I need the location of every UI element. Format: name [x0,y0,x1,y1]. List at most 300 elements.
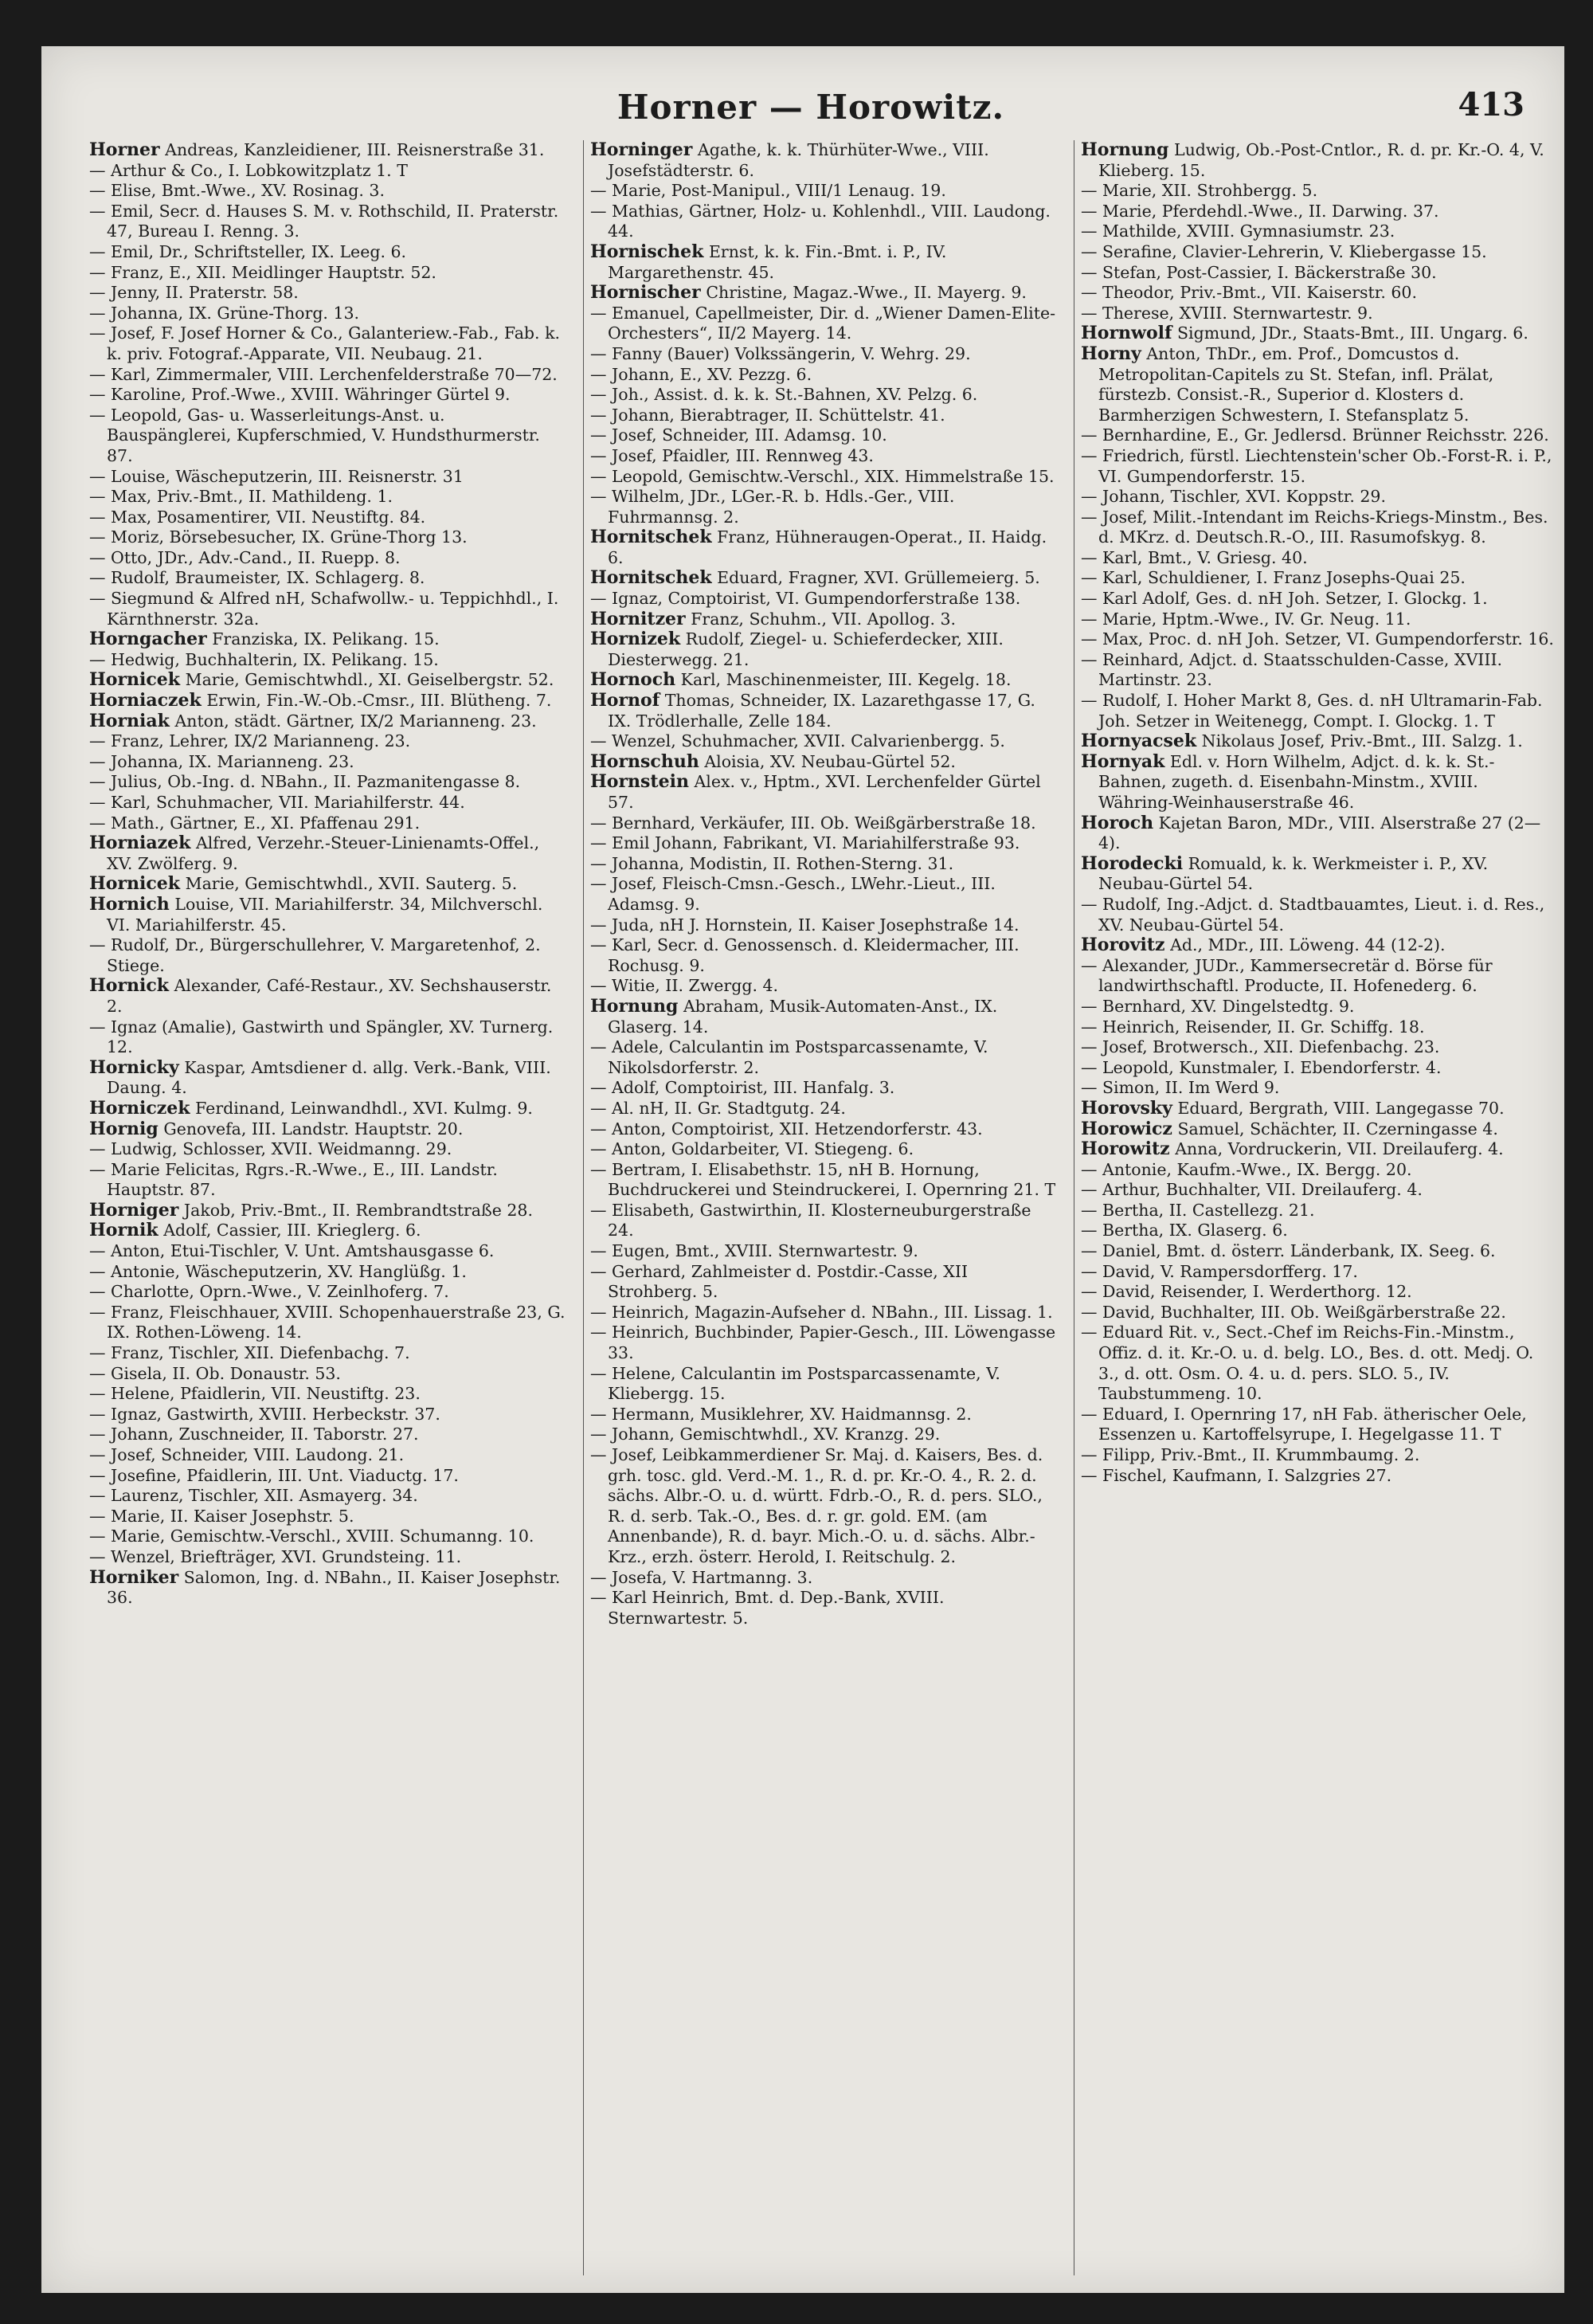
entry-text: — Arthur & Co., I. Lobkowitzplatz 1. T [89,160,408,180]
entry-text: — Franz, Fleischhauer, XVIII. Schopenhauerstraße 23, G. IX. Rothen-Löweng. 14. [89,1302,566,1342]
entry-text: — Emanuel, Capellmeister, Dir. d. „Wiener Damen-Elite-Orchesters“, II/2 Mayerg. 14. [590,303,1056,343]
entry-surname: Hornoch [590,669,676,691]
directory-entry [590,629,1062,670]
directory-entry [89,935,567,976]
directory-entry [1081,446,1556,487]
directory-entry [590,527,1062,568]
directory-entry [89,813,567,834]
entry-text: — Marie, Post-Manipul., VIII/1 Lenaug. 19. [590,181,946,201]
entry-surname: Hornick [89,975,170,997]
entry-text: Alex. v., Hptm., XVI. Lerchenfelder Gürtel 57. [608,772,1041,812]
entry-text: — Adolf, Comptoirist, III. Hanfalg. 3. [590,1078,895,1098]
entry-text: — Adele, Calculantin im Postsparcassenamte, V. Nikolsdorferstr. 2. [590,1037,988,1077]
entry-surname: Horovitz [1081,935,1165,956]
directory-entry [89,385,567,406]
entry-text: — Bernhardine, E., Gr. Jedlersd. Brünner Reichsstr. 226. [1081,425,1549,445]
entry-text: Abraham, Musik-Automaten-Anst., IX. Glaserg. 14. [608,996,998,1037]
directory-entry [590,1037,1062,1078]
entry-surname: Hornyacsek [1081,731,1197,752]
directory-entry [89,629,567,650]
directory-entry [590,202,1062,242]
entry-surname: Horowitz [1081,1138,1170,1160]
directory-entry [1081,1221,1556,1241]
directory-entry [1081,304,1556,324]
directory-entry [1081,1139,1556,1160]
entry-text: — Joh., Assist. d. k. k. St.-Bahnen, XV. Pelzg. 6. [590,385,978,405]
entry-text: — Daniel, Bmt. d. österr. Länderbank, IX. Seeg. 6. [1081,1241,1496,1261]
entry-text: Genovefa, III. Landstr. Hauptstr. 20. [163,1119,464,1138]
directory-entry [590,997,1062,1037]
entry-text: — Rudolf, Braumeister, IX. Schlagerg. 8. [89,568,425,588]
directory-entry [89,161,567,182]
entry-text: — Gisela, II. Ob. Donaustr. 53. [89,1363,341,1383]
entry-text: — Al. nH, II. Gr. Stadtgutg. 24. [590,1098,846,1118]
entry-text: — Josef, Fleisch-Cmsn.-Gesch., LWehr.-Lieut., III. Adamsg. 9. [590,874,996,914]
entry-text: — Alexander, JUDr., Kammersecretär d. Börse für landwirthschaftl. Producte, II. Hofenederg. 6. [1081,955,1493,996]
entry-surname: Horninger [590,140,693,160]
entry-text: — Julius, Ob.-Ing. d. NBahn., II. Pazmanitengasse 8. [89,772,521,792]
directory-entry [1081,629,1556,650]
entry-text: — Johann, Tischler, XVI. Koppstr. 29. [1081,487,1386,507]
directory-entry [1081,1282,1556,1303]
directory-entry [1081,487,1556,508]
entry-text: Marie, Gemischtwhdl., XI. Geiselbergstr. 52. [185,670,554,690]
directory-entry [89,568,567,589]
entry-text: Jakob, Priv.-Bmt., II. Rembrandtstraße 28. [183,1200,533,1220]
entry-surname: Hornof [590,690,660,711]
directory-entry [89,793,567,813]
entry-text: — Otto, JDr., Adv.-Cand., II. Ruepp. 8. [89,547,401,567]
directory-entry [89,467,567,488]
entry-text: — David, V. Rampersdorfferg. 17. [1081,1261,1358,1281]
entry-text: — Rudolf, Dr., Bürgerschullehrer, V. Margaretenhof, 2. Stiege. [89,935,541,975]
directory-entry [590,1119,1062,1140]
directory-entry [89,181,567,202]
directory-entry [89,487,567,508]
entry-surname: Hornich [89,893,170,915]
entry-text: — Hedwig, Buchhalterin, IX. Pelikang. 15. [89,649,439,669]
entry-surname: Horny [1081,343,1141,364]
page-header [89,78,1532,134]
entry-surname: Hornitzer [590,608,686,629]
directory-entry [89,365,567,386]
entry-text: — Helene, Calculantin im Postsparcassenamte, V. Kliebergg. 15. [590,1363,1000,1404]
entry-text: — Marie, XII. Strohbergg. 5. [1081,181,1318,201]
directory-entry [590,242,1062,283]
directory-entry [89,1405,567,1425]
directory-entry [89,202,567,242]
entry-text: — Heinrich, Magazin-Aufseher d. NBahn., III. Lissag. 1. [590,1302,1053,1322]
directory-entry [89,1160,567,1201]
column-1 [89,140,567,2275]
directory-entry [590,1425,1062,1445]
directory-entry [89,976,567,1017]
directory-entry [590,874,1062,915]
entry-text: Edl. v. Horn Wilhelm, Adjct. d. k. k. St.-Bahnen, zugeth. d. Eisenbahn-Minstm., XVIII. Währing-Weinhauserstraße 46. [1098,751,1495,812]
directory-entry [590,1201,1062,1241]
directory-entry [89,304,567,324]
entry-text: — Karl Adolf, Ges. d. nH Joh. Setzer, I. Glockg. 1. [1081,589,1488,609]
entry-text: — Marie, Gemischtw.-Verschl., XVIII. Schumanng. 10. [89,1526,534,1546]
entry-surname: Horovsky [1081,1097,1172,1119]
entry-surname: Horniazek [89,833,191,854]
directory-entry [89,548,567,569]
directory-entry [89,1221,567,1241]
entry-text: Alexander, Café-Restaur., XV. Sechshauserstr. 2. [107,976,552,1016]
directory-entry [89,1445,567,1466]
directory-entry [89,1282,567,1303]
entry-text: Franz, Hühneraugen-Operat., II. Haidg. 6. [608,527,1047,567]
entry-text: — Josefine, Pfaidlerin, III. Unt. Viaductg. 17. [89,1465,459,1485]
directory-entry [590,487,1062,527]
directory-entry [590,833,1062,854]
entry-text: — Johanna, Modistin, II. Rothen-Sterng. 31. [590,853,954,873]
directory-entry [590,1588,1062,1628]
directory-entry [590,425,1062,446]
directory-entry [89,1201,567,1221]
directory-entry [1081,752,1556,813]
directory-entry [89,1099,567,1119]
directory-entry [590,406,1062,426]
entry-text: — Elise, Bmt.-Wwe., XV. Rosinag. 3. [89,181,385,201]
entry-text: — Ignaz, Comptoirist, VI. Gumpendorferstraße 138. [590,589,1021,609]
entry-text: Louise, VII. Mariahilferstr. 34, Milchverschl. VI. Mariahilferstr. 45. [107,894,543,935]
entry-text: — Wenzel, Schuhmacher, XVII. Calvarienbergg. 5. [590,731,1005,751]
directory-entry [89,1343,567,1364]
directory-entry [590,1078,1062,1099]
entry-surname: Hornizek [590,629,681,650]
entry-surname: Hornyak [1081,750,1165,772]
entry-surname: Hornicek [89,873,181,895]
entry-surname: Hornicek [89,669,181,691]
entry-text: — Friedrich, fürstl. Liechtenstein'scher Ob.-Forst-R. i. P., VI. Gumpendorferstr. 15. [1081,445,1552,486]
entry-text: Adolf, Cassier, III. Krieglerg. 6. [163,1221,421,1240]
entry-text: Eduard, Bergrath, VIII. Langegasse 70. [1177,1098,1505,1118]
directory-entry [590,385,1062,406]
directory-entry [590,1405,1062,1425]
directory-entry [1081,1037,1556,1058]
directory-entry [89,1262,567,1283]
directory-entry [1081,956,1556,997]
entry-text: — Louise, Wäscheputzerin, III. Reisnerstr. 31 [89,466,464,486]
entry-text: Ferdinand, Leinwandhdl., XVI. Kulmg. 9. [195,1098,533,1118]
entry-text: Anna, Vordruckerin, VII. Dreilauferg. 4. [1175,1139,1504,1159]
directory-entry [89,263,567,284]
entry-surname: Horniker [89,1566,179,1588]
directory-entry [590,344,1062,365]
entry-text: — Simon, II. Im Werd 9. [1081,1078,1280,1098]
directory-entry [590,1445,1062,1568]
entry-text: Karl, Maschinenmeister, III. Kegelg. 18. [680,670,1012,690]
directory-entry [89,1466,567,1487]
entry-surname: Horner [89,140,160,160]
directory-entry [1081,1160,1556,1181]
directory-entry [590,935,1062,976]
entry-text: — Jenny, II. Praterstr. 58. [89,283,299,303]
directory-entry [89,283,567,304]
directory-entry [1081,1445,1556,1466]
entry-text: — Ignaz (Amalie), Gastwirth und Spängler, XV. Turnerg. 12. [89,1017,554,1057]
entry-surname: Horoch [1081,812,1154,833]
column-3 [1074,140,1556,2275]
entry-surname: Horodecki [1081,852,1184,874]
entry-text: — Filipp, Priv.-Bmt., II. Krummbaumg. 2. [1081,1445,1420,1464]
directory-entry [1081,508,1556,548]
entry-text: — Franz, E., XII. Meidlinger Hauptstr. 52. [89,262,436,282]
directory-entry [590,1303,1062,1323]
entry-text: — Emil Johann, Fabrikant, VI. Mariahilferstraße 93. [590,833,1020,853]
directory-entry [89,589,567,629]
directory-entry [89,1547,567,1568]
entry-text: Nikolaus Josef, Priv.-Bmt., III. Salzg. 1. [1201,731,1523,751]
directory-entry [1081,283,1556,304]
entry-text: — Eduard Rit. v., Sect.-Chef im Reichs-Fin.-Minstm., Offiz. d. it. Kr.-O. u. d. belg. LO., Bes. d. ott. Medj. O. 3., d. ott. Osm. O. 4. u. d. pers. SLO. 5., IV. Taubstummeng. 10. [1081,1323,1534,1404]
directory-entry [1081,1405,1556,1445]
directory-entry [89,1119,567,1140]
directory-entry [1081,1017,1556,1038]
column-2 [583,140,1062,2275]
directory-entry [1081,731,1556,752]
directory-entry [1081,344,1556,425]
directory-entry [1081,181,1556,202]
directory-entry [89,527,567,548]
directory-entry [1081,568,1556,589]
entry-text: — Max, Proc. d. nH Joh. Setzer, VI. Gumpendorferstr. 16. [1081,629,1554,649]
directory-entry [1081,1119,1556,1140]
directory-entry [1081,1303,1556,1323]
entry-surname: Hornik [89,1220,159,1241]
directory-entry [1081,1262,1556,1283]
entry-text: — Emil, Dr., Schriftsteller, IX. Leeg. 6. [89,241,407,261]
entry-text: Salomon, Ing. d. NBahn., II. Kaiser Josephstr. 36. [107,1567,561,1608]
directory-entry [1081,691,1556,731]
entry-text: — Karoline, Prof.-Wwe., XVIII. Währinger Gürtel 9. [89,385,511,405]
directory-entry [89,691,567,711]
entry-text: — Marie, Hptm.-Wwe., IV. Gr. Neug. 11. [1081,609,1411,629]
entry-text: — Witie, II. Zwergg. 4. [590,976,779,996]
directory-entry [89,731,567,752]
directory-entry [1081,1241,1556,1262]
entry-text: Thomas, Schneider, IX. Lazarethgasse 17, G. IX. Trödlerhalle, Zelle 184. [608,691,1035,731]
entry-text: Agathe, k. k. Thürhüter-Wwe., VIII. Josefstädterstr. 6. [608,140,989,180]
directory-entry [89,752,567,773]
entry-surname: Horniak [89,710,170,731]
entry-surname: Horniger [89,1199,179,1221]
directory-entry [89,650,567,671]
entry-text: Sigmund, JDr., Staats-Bmt., III. Ungarg. 6. [1177,323,1528,343]
directory-entry [590,609,1062,630]
entry-surname: Hornung [590,995,679,1017]
entry-text: — Leopold, Gemischtw.-Verschl., XIX. Himmelstraße 15. [590,466,1055,486]
entry-text: — Arthur, Buchhalter, VII. Dreilauferg. 4. [1081,1180,1423,1200]
directory-entry [590,283,1062,304]
directory-entry [590,446,1062,467]
entry-text: — Leopold, Kunstmaler, I. Ebendorferstr. 4. [1081,1057,1442,1077]
entry-surname: Hornung [1081,140,1169,160]
entry-surname: Hornischer [590,282,701,304]
entry-text: — Leopold, Gas- u. Wasserleitungs-Anst. u. Bauspänglerei, Kupferschmied, V. Hundsthurmerstr. 87. [89,405,540,465]
entry-text: — Karl, Secr. d. Genossensch. d. Kleidermacher, III. Rochusg. 9. [590,935,1020,975]
entry-text: Erwin, Fin.-W.-Ob.-Cmsr., III. Blütheng. 7. [206,691,552,711]
directory-entry [590,1323,1062,1363]
entry-text: Franziska, IX. Pelikang. 15. [212,629,440,649]
directory-entry [1081,1201,1556,1221]
entry-text: — Rudolf, I. Hoher Markt 8, Ges. d. nH Ultramarin-Fab. Joh. Setzer in Weitenegg, Compt. I. Glockg. 1. T [1081,691,1543,731]
entry-text: — Anton, Goldarbeiter, VI. Stiegeng. 6. [590,1139,914,1159]
entry-text: — Rudolf, Ing.-Adjct. d. Stadtbauamtes, Lieut. i. d. Res., XV. Neubau-Gürtel 54. [1081,894,1545,935]
directory-entry [89,1017,567,1058]
directory-entry [89,895,567,935]
directory-columns [89,140,1555,2275]
directory-entry [89,242,567,263]
entry-text: Eduard, Fragner, XVI. Grüllemeierg. 5. [717,568,1040,588]
entry-text: Marie, Gemischtwhdl., XVII. Sauterg. 5. [185,874,518,894]
directory-entry [590,1241,1062,1262]
entry-text: — Ignaz, Gastwirth, XVIII. Herbeckstr. 37. [89,1404,440,1424]
entry-text: — Juda, nH J. Hornstein, II. Kaiser Josephstraße 14. [590,915,1020,935]
directory-entry [590,772,1062,813]
entry-text: Ad., MDr., III. Löweng. 44 (12-2). [1170,935,1446,955]
directory-entry [590,1262,1062,1303]
entry-text: — Josef, Milit.-Intendant im Reichs-Kriegs-Minstm., Bes. d. MKrz. d. Deutsch.R.-O., III. Rasumofskyg. 8. [1081,507,1548,547]
entry-text: — Marie, II. Kaiser Josephstr. 5. [89,1506,354,1526]
directory-entry [590,813,1062,834]
directory-entry [590,365,1062,386]
entry-text: — Siegmund & Alfred nH, Schafwollw.- u. Teppichhdl., I. Kärnthnerstr. 32a. [89,589,559,629]
entry-surname: Hornschuh [590,750,699,772]
entry-text: — Moriz, Börsebesucher, IX. Grüne-Thorg 13. [89,527,468,547]
directory-entry [89,1384,567,1405]
entry-text: — Heinrich, Buchbinder, Papier-Gesch., III. Löwengasse 33. [590,1323,1056,1363]
entry-text: Aloisia, XV. Neubau-Gürtel 52. [704,751,956,771]
directory-entry [590,140,1062,181]
entry-text: — Mathilde, XVIII. Gymnasiumstr. 23. [1081,221,1395,241]
entry-text: — Johann, Bierabtrager, II. Schüttelstr. 41. [590,405,945,425]
entry-text: — Wilhelm, JDr., LGer.-R. b. Hdls.-Ger., VIII. Fuhrmannsg. 2. [590,487,955,527]
entry-text: — Josef, Brotwersch., XII. Diefenbachg. 23. [1081,1037,1440,1057]
entry-text: Samuel, Schächter, II. Czerningasse 4. [1177,1119,1498,1138]
directory-entry [1081,221,1556,242]
entry-text: — Elisabeth, Gastwirthin, II. Klosterneuburgerstraße 24. [590,1200,1031,1240]
directory-entry [1081,650,1556,691]
directory-entry [590,1364,1062,1405]
directory-entry [590,976,1062,997]
entry-text: — Reinhard, Adjct. d. Staatsschulden-Casse, XVIII. Martinstr. 23. [1081,649,1503,690]
entry-text: — Johanna, IX. Marianneng. 23. [89,751,354,771]
entry-text: Anton, städt. Gärtner, IX/2 Marianneng. 23. [174,711,537,731]
directory-entry [89,1526,567,1547]
entry-text: — Anton, Comptoirist, XII. Hetzendorferstr. 43. [590,1119,983,1138]
directory-entry [89,1425,567,1445]
directory-entry [89,1568,567,1609]
entry-text: — Bernhard, XV. Dingelstedtg. 9. [1081,996,1355,1016]
entry-text: — Franz, Tischler, XII. Diefenbachg. 7. [89,1343,410,1363]
directory-entry [590,752,1062,773]
entry-surname: Hornwolf [1081,323,1172,344]
directory-entry [590,915,1062,936]
entry-text: — Theodor, Priv.-Bmt., VII. Kaiserstr. 60. [1081,283,1417,303]
page-title: Horner — Horowitz. [616,88,1005,127]
entry-text: — Anton, Etui-Tischler, V. Unt. Amtshausgasse 6. [89,1241,495,1261]
entry-text: Romuald, k. k. Werkmeister i. P., XV. Neubau-Gürtel 54. [1098,853,1489,894]
entry-text: — Karl, Schuldiener, I. Franz Josephs-Quai 25. [1081,568,1466,588]
directory-entry [590,568,1062,589]
directory-entry [1081,854,1556,895]
directory-entry [89,1486,567,1507]
entry-text: — Fischel, Kaufmann, I. Salzgries 27. [1081,1465,1392,1485]
directory-entry [590,304,1062,344]
entry-text: — Josef, Schneider, III. Adamsg. 10. [590,425,887,445]
entry-text: Ernst, k. k. Fin.-Bmt. i. P., IV. Margarethenstr. 45. [608,241,947,282]
entry-surname: Hornig [89,1118,159,1139]
entry-surname: Horniaczek [89,690,202,711]
directory-entry [89,508,567,528]
directory-entry [89,1303,567,1343]
entry-text: — Karl, Bmt., V. Griesg. 40. [1081,547,1308,567]
directory-entry [89,1139,567,1160]
directory-entry [89,1507,567,1527]
directory-entry [590,1160,1062,1201]
entry-text: — Therese, XVIII. Sternwartestr. 9. [1081,303,1373,323]
entry-text: — Fanny (Bauer) Volkssängerin, V. Wehrg. 29. [590,343,971,363]
entry-text: — Stefan, Post-Cassier, I. Bäckerstraße 30. [1081,262,1437,282]
entry-text: — Johanna, IX. Grüne-Thorg. 13. [89,303,360,323]
directory-entry [1081,1099,1556,1119]
directory-entry [590,467,1062,488]
entry-text: Kaspar, Amtsdiener d. allg. Verk.-Bank, VIII. Daung. 4. [107,1057,551,1098]
directory-entry [89,670,567,691]
directory-entry [1081,935,1556,956]
directory-entry [89,1241,567,1262]
directory-entry [590,731,1062,752]
directory-entry [1081,323,1556,344]
directory-entry [89,772,567,793]
directory-entry [1081,1078,1556,1099]
directory-entry [89,140,567,161]
entry-text: — Antonie, Kaufm.-Wwe., IX. Bergg. 20. [1081,1159,1412,1179]
entry-text: — Josef, F. Josef Horner & Co., Galanteriew.-Fab., Fab. k. k. priv. Fotograf.-Apparate, VII. Neubaug. 21. [89,323,561,363]
directory-entry [590,181,1062,202]
entry-surname: Hornstein [590,771,689,793]
entry-text: — Bertram, I. Elisabethstr. 15, nH B. Hornung, Buchdruckerei und Steindruckerei, I. Opernring 21. T [590,1159,1056,1200]
entry-surname: Horniczek [89,1097,190,1119]
entry-text: — Laurenz, Tischler, XII. Asmayerg. 34. [89,1486,418,1506]
directory-entry [89,1058,567,1099]
directory-entry [89,406,567,467]
directory-entry [1081,997,1556,1017]
directory-entry [1081,202,1556,222]
directory-entry [1081,813,1556,854]
entry-text: — Johann, Gemischtwhdl., XV. Kranzg. 29. [590,1425,941,1444]
entry-surname: Hornischek [590,241,704,262]
directory-entry [590,1568,1062,1589]
directory-entry [89,711,567,732]
directory-entry [89,323,567,364]
entry-text: — Karl, Zimmermaler, VIII. Lerchenfelderstraße 70—72. [89,364,558,384]
entry-text: — Karl, Schuhmacher, VII. Mariahilferstr. 44. [89,793,465,812]
entry-text: Christine, Magaz.-Wwe., II. Mayerg. 9. [706,283,1027,303]
entry-text: — Marie Felicitas, Rgrs.-R.-Wwe., E., III. Landstr. Hauptstr. 87. [89,1159,498,1200]
entry-text: Franz, Schuhm., VII. Apollog. 3. [691,609,957,629]
entry-text: — Ludwig, Schlosser, XVII. Weidmanng. 29. [89,1139,452,1159]
entry-text: Andreas, Kanzleidiener, III. Reisnerstraße 31. [165,140,545,159]
entry-text: — Math., Gärtner, E., XI. Pfaffenau 291. [89,813,421,833]
entry-text: — Serafine, Clavier-Lehrerin, V. Kliebergasse 15. [1081,241,1487,261]
entry-text: — Josefa, V. Hartmanng. 3. [590,1567,813,1587]
entry-text: — Eduard, I. Opernring 17, nH Fab. ätherischer Oele, Essenzen u. Kartoffelsyrupe, I. Hegelgasse 11. T [1081,1404,1527,1444]
directory-entry [1081,1466,1556,1487]
page-number: 413 [1458,86,1525,123]
